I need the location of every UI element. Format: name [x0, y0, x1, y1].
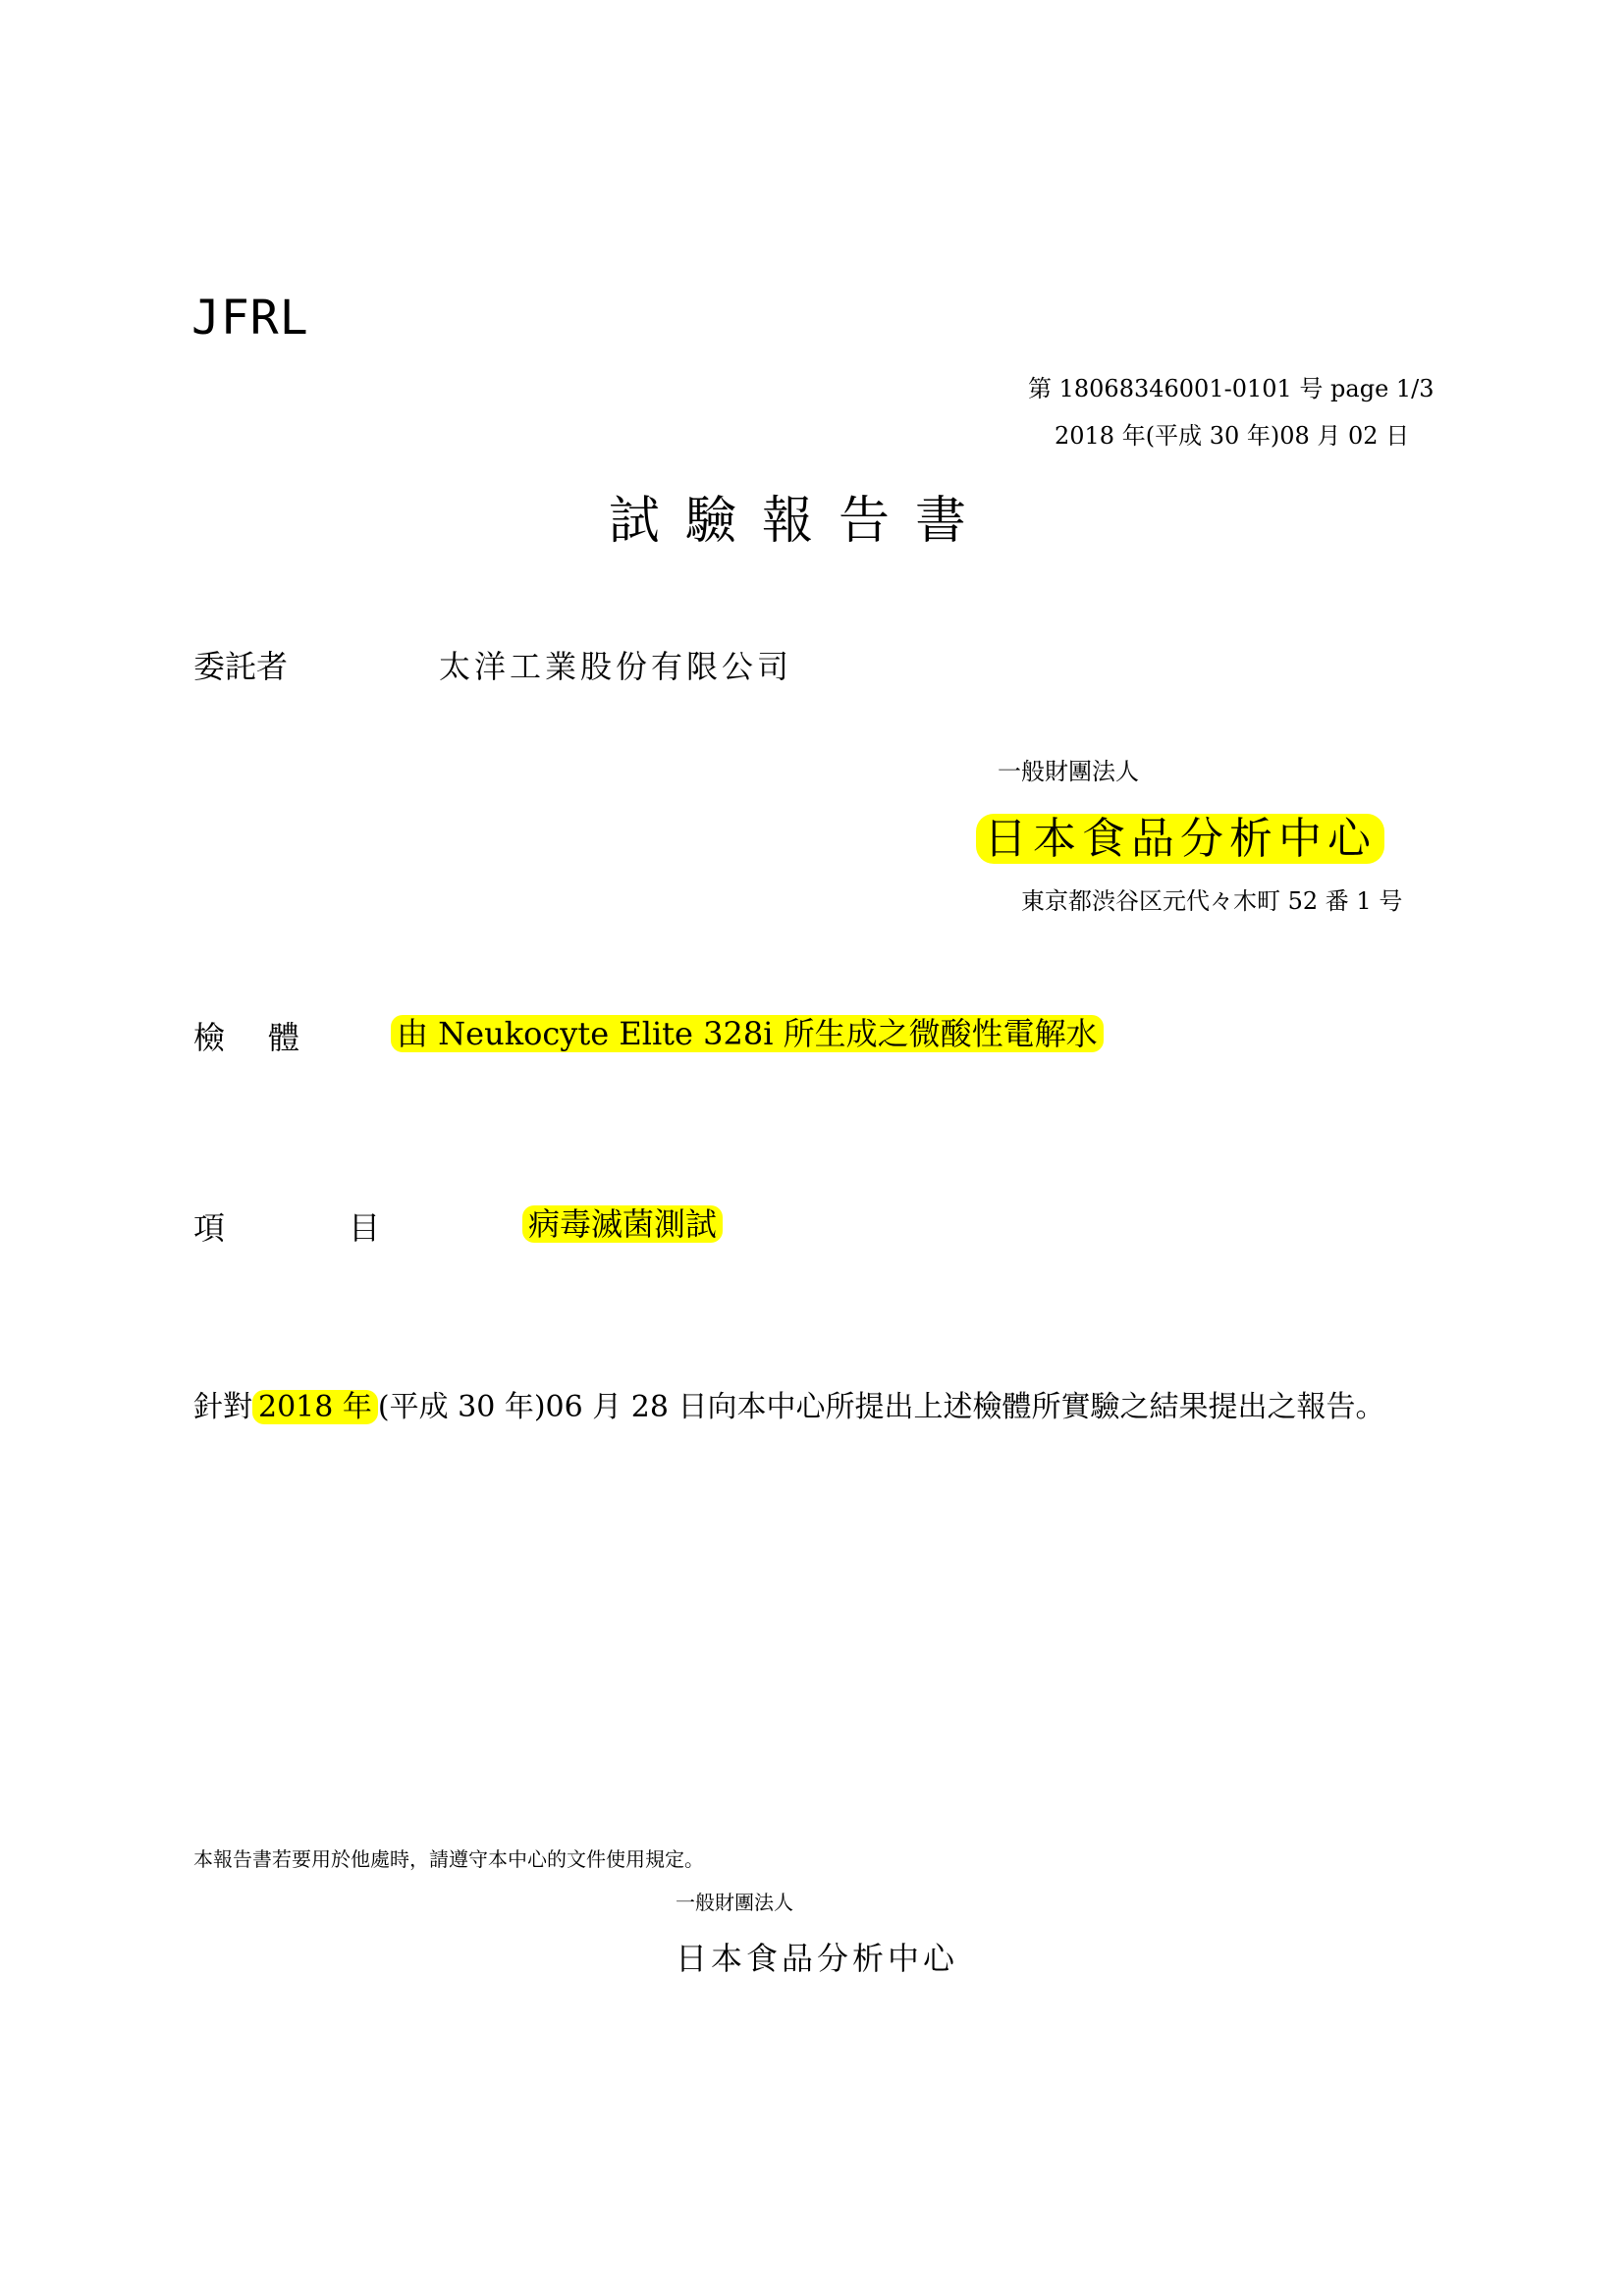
jfrl-logo-text: JFRL — [191, 291, 309, 346]
statement-prefix: 針對 — [193, 1390, 252, 1424]
item-value — [522, 1200, 723, 1245]
item-value-highlight: 病毒滅菌測試 — [522, 1205, 723, 1243]
footer-usage-note: 本報告書若要用於他處時，請遵守本中心的文件使用規定。 — [193, 1847, 704, 1871]
report-number: 第 18068346001-0101 号 page 1/3 — [1028, 375, 1435, 402]
footer-org-name: 日本食品分析中心 — [676, 1940, 959, 1977]
report-date: 2018 年(平成 30 年)08 月 02 日 — [1055, 422, 1410, 450]
footer-org-type: 一般財團法人 — [676, 1891, 793, 1914]
statement-year-highlight: 2018 年 — [252, 1390, 378, 1424]
statement-rest: (平成 30 年)06 月 28 日向本中心所提出上述檢體所實驗之結果提出之報告。 — [377, 1390, 1385, 1424]
sample-value — [391, 1009, 1104, 1054]
issuer-name-highlight: 日本食品分析中心 — [976, 814, 1384, 864]
document-title: 試驗報告書 — [609, 492, 993, 551]
sample-label — [193, 1013, 299, 1058]
client-label: 委託者 — [193, 648, 289, 685]
report-statement — [193, 1382, 1385, 1425]
sample-label-char-1: 檢 — [193, 1019, 226, 1056]
sample-value-highlight: 由 Neukocyte Elite 328i 所生成之微酸性電解水 — [391, 1015, 1104, 1052]
issuer-address: 東京都渋谷区元代々木町 52 番 1 号 — [1021, 887, 1403, 915]
client-value: 太洋工業股份有限公司 — [439, 648, 793, 685]
item-label-char-2: 目 — [349, 1209, 381, 1247]
item-label — [193, 1203, 380, 1249]
issuer-name — [976, 803, 1384, 866]
issuer-org-type: 一般財團法人 — [998, 758, 1139, 785]
sample-label-char-2: 體 — [268, 1019, 300, 1056]
item-label-char-1: 項 — [193, 1209, 226, 1247]
